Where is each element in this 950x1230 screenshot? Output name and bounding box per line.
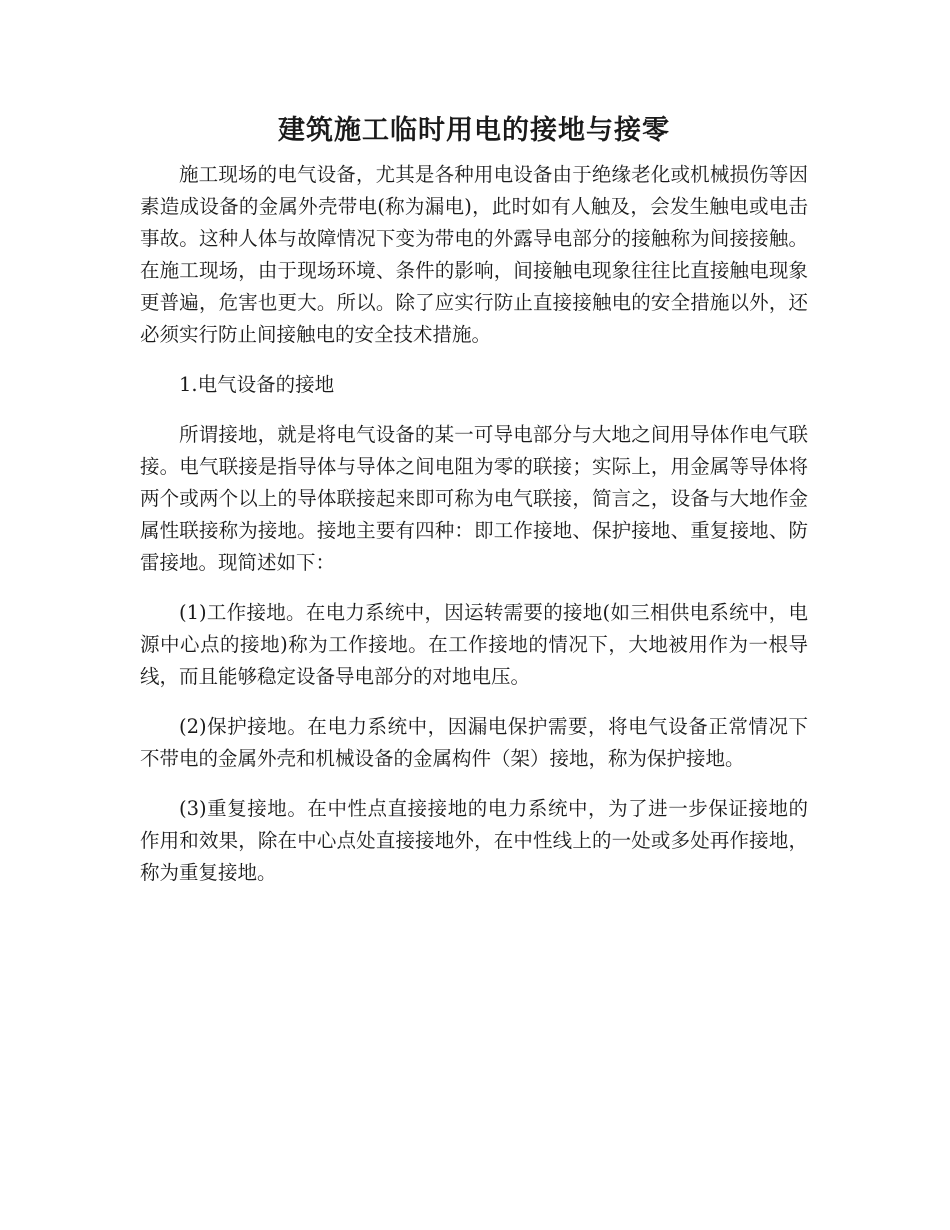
section-heading-grounding: 1.电气设备的接地 (179, 373, 335, 396)
item-protective-grounding: (2)保护接地。在电力系统中，因漏电保护需要，将电气设备正常情况下不带电的金属外壳和机械设备的金属构件（架）接地，称为保护接地。 (140, 715, 808, 770)
document-page (140, 112, 808, 907)
item-repeated-grounding: (3)重复接地。在中性点直接接地的电力系统中，为了进一步保证接地的作用和效果，除在中心点处直接接地外，在中性线上的一处或多处再作接地，称为重复接地。 (140, 797, 808, 884)
item-working-grounding: (1)工作接地。在电力系统中，因运转需要的接地(如三相供电系统中，电源中心点的接地)称为工作接地。在工作接地的情况下，大地被用作为一根导线，而且能够稳定设备导电部分的对地电压。 (140, 601, 808, 688)
grounding-definition-paragraph: 所谓接地，就是将电气设备的某一可导电部分与大地之间用导体作电气联接。电气联接是指导体与导体之间电阻为零的联接；实际上，用金属等导体将两个或两个以上的导体联接起来即可称为电气联接，简言之，设备与大地作金属性联接称为接地。接地主要有四种：即工作接地、保护接地、重复接地、防雷接地。现简述如下： (140, 423, 808, 574)
page-title: 建筑施工临时用电的接地与接零 (278, 115, 670, 146)
intro-paragraph: 施工现场的电气设备，尤其是各种用电设备由于绝缘老化或机械损伤等因素造成设备的金属外壳带电(称为漏电)，此时如有人触及，会发生触电或电击事故。这种人体与故障情况下变为带电的外露导电部分的接触称为间接接触。在施工现场，由于现场环境、条件的影响，间接触电现象往往比直接触电现象更普遍，危害也更大。所以。除了应实行防止直接接触电的安全措施以外，还必须实行防止间接触电的安全技术措施。 (140, 163, 808, 346)
